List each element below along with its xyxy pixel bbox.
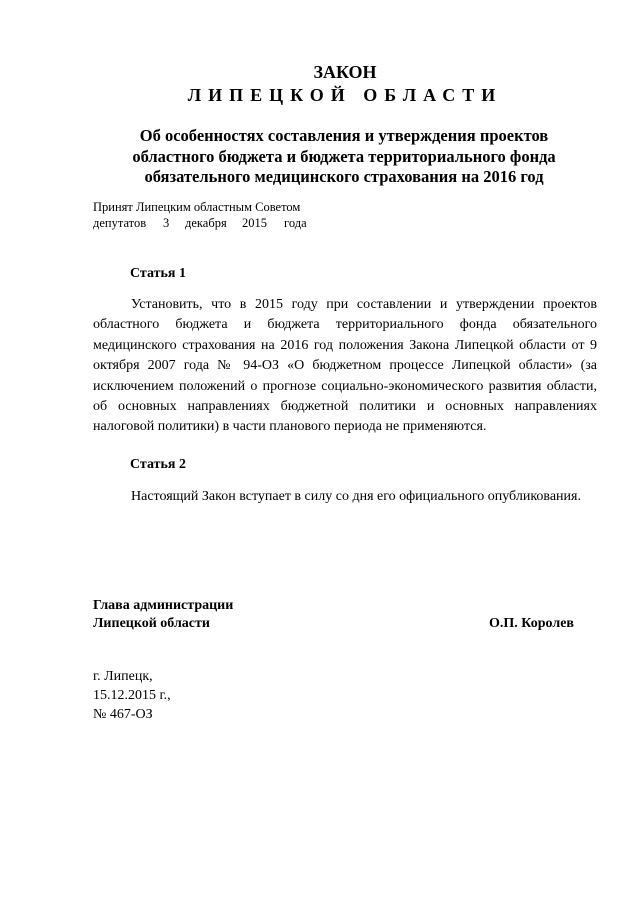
signatory-position [93, 597, 233, 633]
heading-line: Об особенностях составления и утверждения проектов [139, 126, 549, 145]
adoption-date-line [93, 215, 307, 231]
document-heading [90, 126, 598, 188]
adoption-year: 2015 [242, 216, 267, 230]
adoption-line: Принят Липецким областным Советом [93, 200, 301, 214]
deputies-word: депутатов [93, 216, 147, 230]
city: г. Липецк, [93, 669, 153, 684]
heading-line: обязательного медицинского страхования на 2016 год [144, 167, 544, 186]
law-title: ЗАКОН [313, 62, 377, 82]
adoption-day: 3 [163, 216, 170, 230]
article-2-text: Настоящий Закон вступает в силу со дня его официального опубликования. [131, 489, 581, 504]
date: 15.12.2015 г., [93, 688, 171, 703]
article-2-title: Статья 2 [130, 457, 186, 472]
law-region: ЛИПЕЦКОЙ ОБЛАСТИ [187, 85, 503, 105]
article-1-title: Статья 1 [130, 266, 186, 281]
position-line: Липецкой области [93, 616, 210, 631]
position-line: Глава администрации [93, 598, 234, 613]
heading-line: областного бюджета и бюджета территориального фонда [132, 146, 556, 166]
place-date-number [93, 667, 171, 724]
year-word: года [284, 216, 307, 230]
adoption-month: декабря [185, 216, 227, 230]
signatory-name: О.П. Королев [489, 616, 574, 631]
adoption-info [93, 199, 307, 231]
article-1-text: Установить, что в 2015 году при составлении и утверждении проектов областного бюджета и бюджета территориального фонда обязательного медицинского страхования на 2016 год положения Закона Липецкой области от 9 октября 2007 года № 94-ОЗ «О бюджетном процессе Липецкой области» (за исключением положений о прогнозе социально-экономического развития области, об основных направлениях бюджетной политики и основных направлениях налоговой политики) в части планового периода не применяются. [93, 297, 597, 435]
law-number: № 467-ОЗ [93, 707, 153, 722]
